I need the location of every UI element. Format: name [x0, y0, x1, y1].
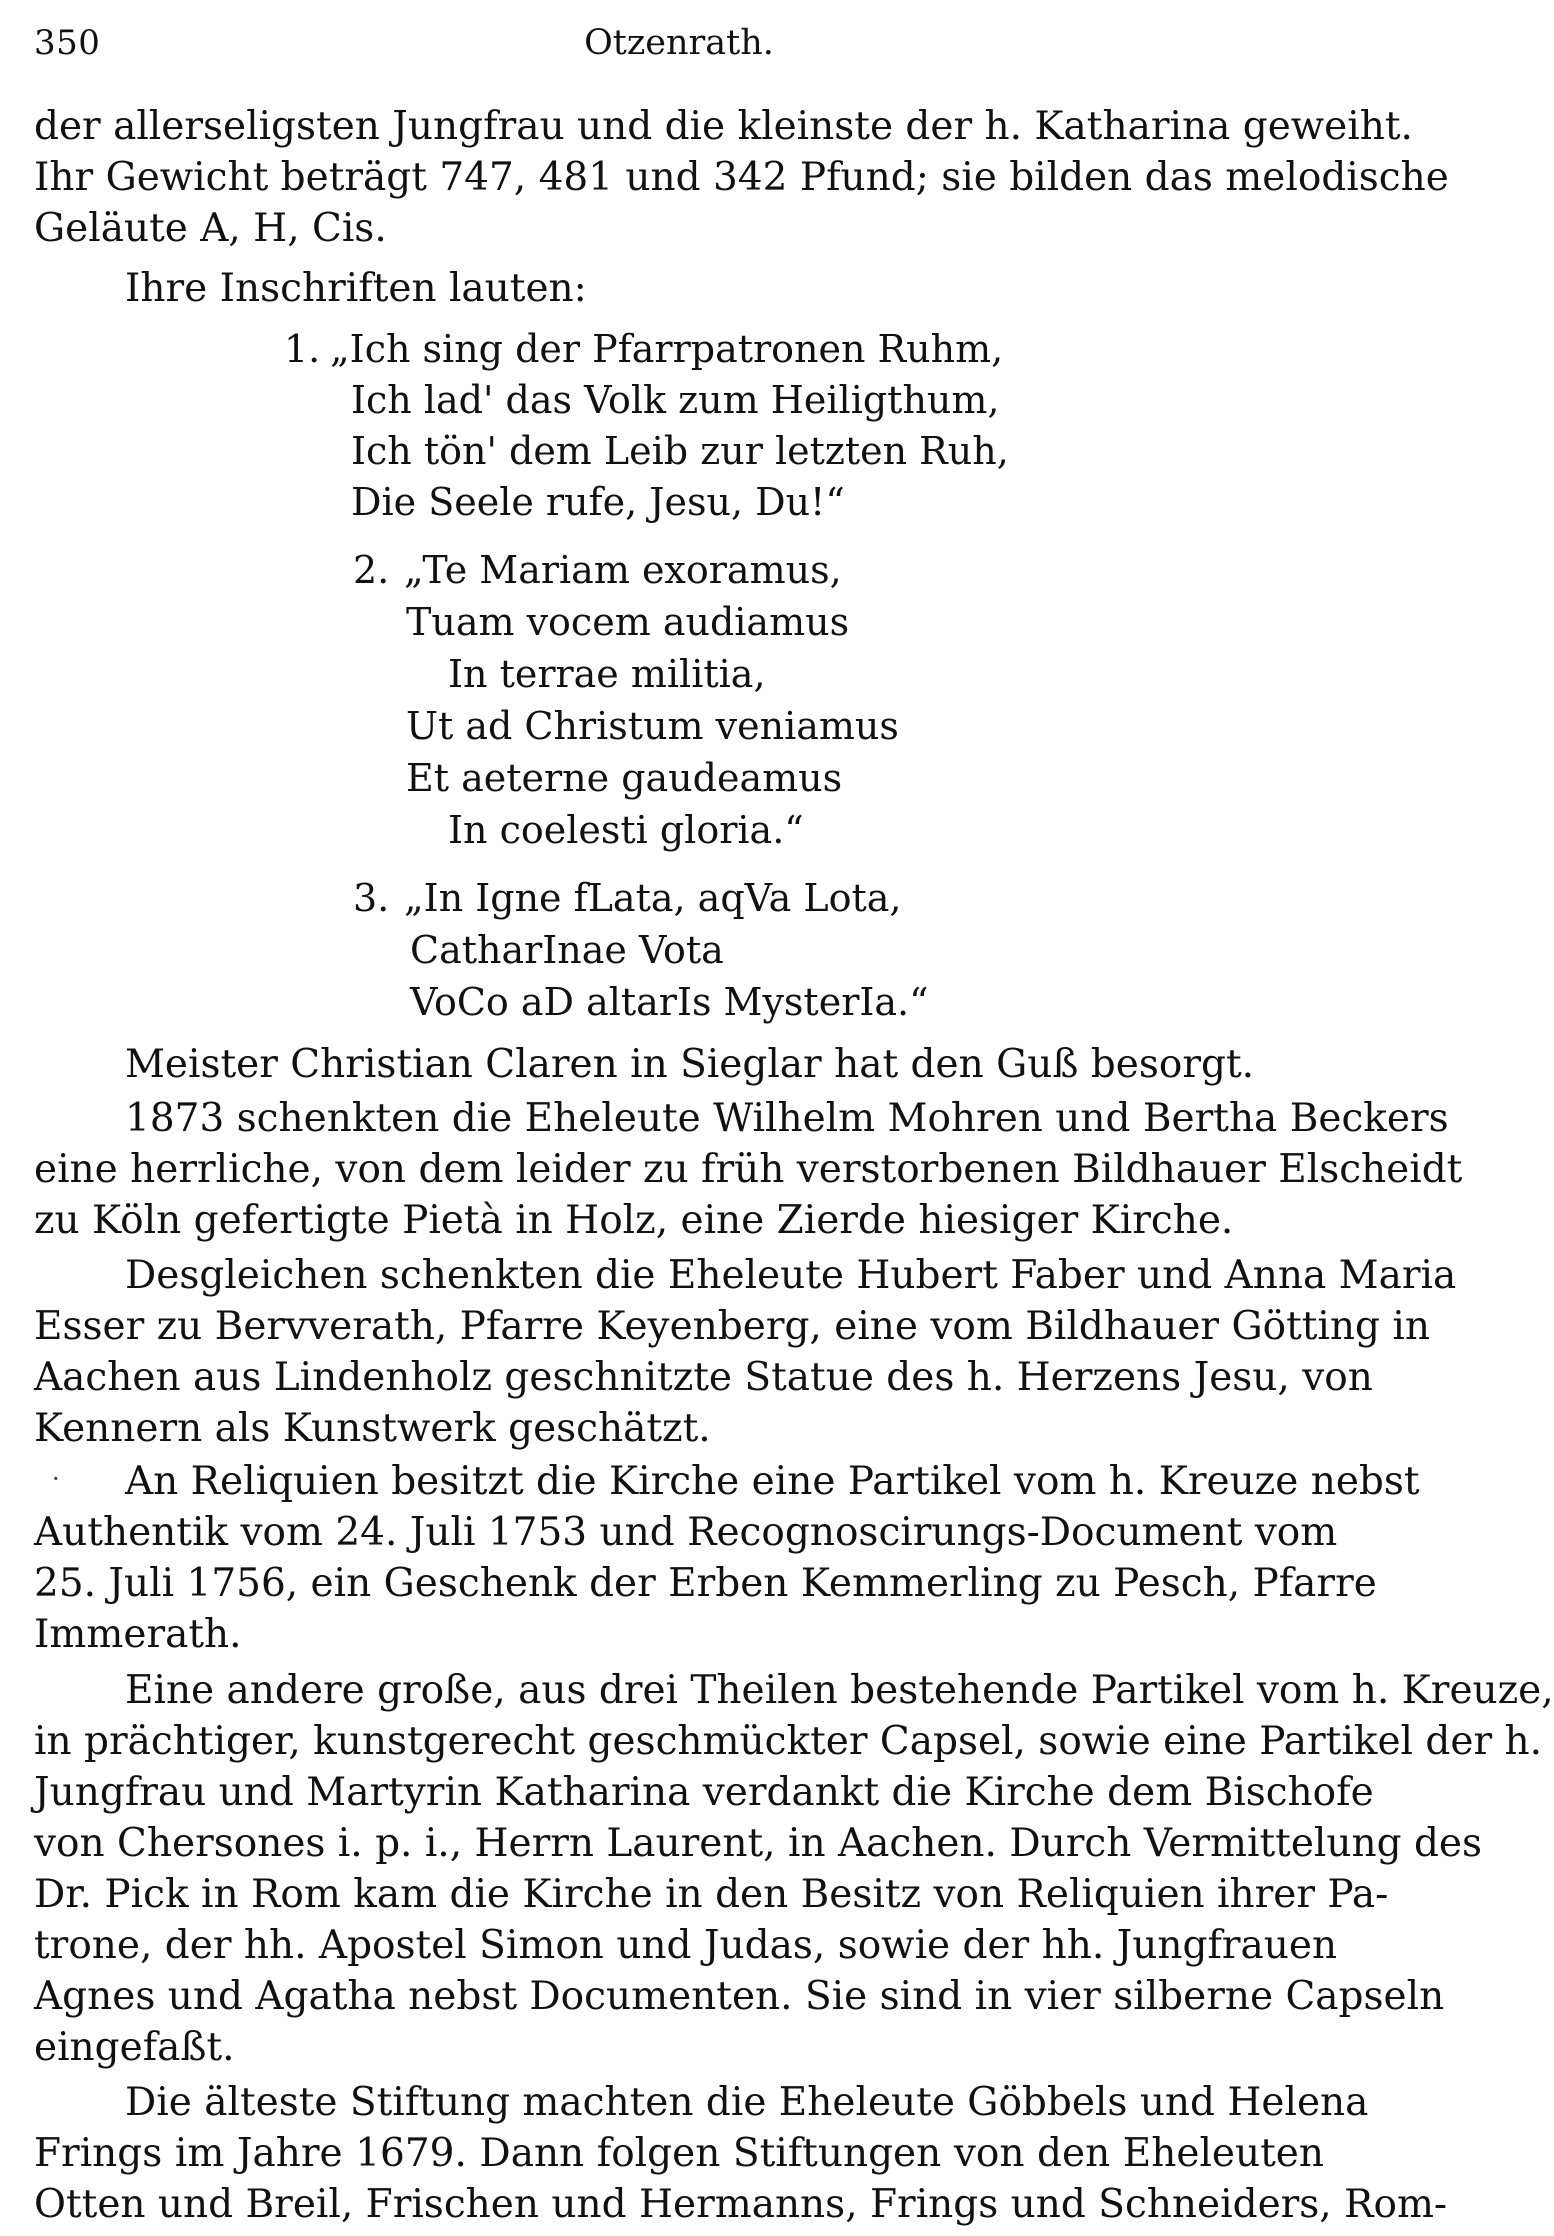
- poem-line: „Ich sing der Pfarrpatronen Ruhm,: [330, 327, 1004, 371]
- text-line: Ihr Gewicht beträgt 747, 481 und 342 Pfund; sie bilden das melodische: [34, 155, 1449, 200]
- text-line: Jungfrau und Martyrin Katharina verdankt die Kirche dem Bischofe: [34, 1770, 1374, 1815]
- text-line: Otten und Breil, Frischen und Hermanns, Frings und Schneiders, Rom-: [34, 2182, 1448, 2227]
- text-line: Meister Christian Claren in Sieglar hat den Guß besorgt.: [125, 1042, 1255, 1087]
- text-line: Dr. Pick in Rom kam die Kirche in den Besitz von Reliquien ihrer Pa-: [34, 1872, 1389, 1917]
- text-line: Immerath.: [34, 1612, 242, 1657]
- text-line: von Chersones i. p. i., Herrn Laurent, in Aachen. Durch Vermittelung des: [34, 1821, 1483, 1866]
- text-line: Agnes und Agatha nebst Documenten. Sie sind in vier silberne Capseln: [34, 1974, 1445, 2019]
- inscription-number: 2.: [353, 548, 390, 592]
- page-header: [34, 18, 1324, 78]
- inscription-number: 3.: [353, 876, 390, 920]
- poem-line: „Te Mariam exoramus,: [404, 548, 842, 592]
- text-line: Eine andere große, aus drei Theilen bestehende Partikel vom h. Kreuze,: [125, 1668, 1554, 1713]
- poem-line: Ut ad Christum veniamus: [406, 704, 899, 748]
- text-line: Authentik vom 24. Juli 1753 und Recognoscirungs-Document vom: [34, 1510, 1338, 1555]
- text-line: in prächtiger, kunstgerecht geschmückter Capsel, sowie eine Partikel der h.: [34, 1719, 1542, 1764]
- text-line: trone, der hh. Apostel Simon und Judas, sowie der hh. Jungfrauen: [34, 1923, 1338, 1968]
- text-line: zu Köln gefertigte Pietà in Holz, eine Zierde hiesiger Kirche.: [34, 1198, 1234, 1243]
- text-line: Aachen aus Lindenholz geschnitzte Statue des h. Herzens Jesu, von: [34, 1355, 1373, 1400]
- text-line: 25. Juli 1756, ein Geschenk der Erben Kemmerling zu Pesch, Pfarre: [34, 1561, 1377, 1606]
- text-line: Esser zu Bervverath, Pfarre Keyenberg, eine vom Bildhauer Götting in: [34, 1304, 1430, 1349]
- text-line: Desgleichen schenkten die Eheleute Hubert Faber und Anna Maria: [125, 1253, 1457, 1298]
- poem-line: Ich lad' das Volk zum Heiligthum,: [351, 378, 1000, 422]
- poem-line: Die Seele rufe, Jesu, Du!“: [351, 480, 845, 524]
- text-line: 1873 schenkten die Eheleute Wilhelm Mohren und Bertha Beckers: [125, 1096, 1449, 1141]
- text-line: An Reliquien besitzt die Kirche eine Partikel vom h. Kreuze nebst: [125, 1459, 1420, 1504]
- text-line: Die älteste Stiftung machten die Eheleute Göbbels und Helena: [125, 2080, 1369, 2125]
- poem-line: „In Igne fLata, aqVa Lota,: [404, 876, 902, 920]
- poem-line: Tuam vocem audiamus: [406, 600, 850, 644]
- poem-line: Ich tön' dem Leib zur letzten Ruh,: [351, 429, 1009, 473]
- poem-line: In terrae militia,: [448, 652, 766, 696]
- poem-line: VoCo aD altarIs MysterIa.“: [410, 980, 929, 1024]
- poem-line: Et aeterne gaudeamus: [406, 756, 843, 800]
- text-line: eine herrliche, von dem leider zu früh verstorbenen Bildhauer Elscheidt: [34, 1147, 1463, 1192]
- poem-line: CatharInae Vota: [410, 928, 724, 972]
- poem-line: In coelesti gloria.“: [448, 808, 804, 852]
- text-line: Frings im Jahre 1679. Dann folgen Stiftungen von den Eheleuten: [34, 2131, 1324, 2176]
- inscriptions-heading: Ihre Inschriften lauten:: [125, 266, 587, 311]
- running-title: Otzenrath.: [584, 23, 774, 63]
- inscription-number: 1.: [284, 327, 321, 371]
- text-line: Geläute A, H, Cis.: [34, 206, 387, 251]
- text-line: der allerseligsten Jungfrau und die kleinste der h. Katharina geweiht.: [34, 104, 1413, 149]
- text-line: Kennern als Kunstwerk geschätzt.: [34, 1406, 711, 1451]
- marginal-mark: ·: [52, 1465, 60, 1493]
- page-number: 350: [34, 23, 101, 63]
- text-line: eingefaßt.: [34, 2025, 235, 2070]
